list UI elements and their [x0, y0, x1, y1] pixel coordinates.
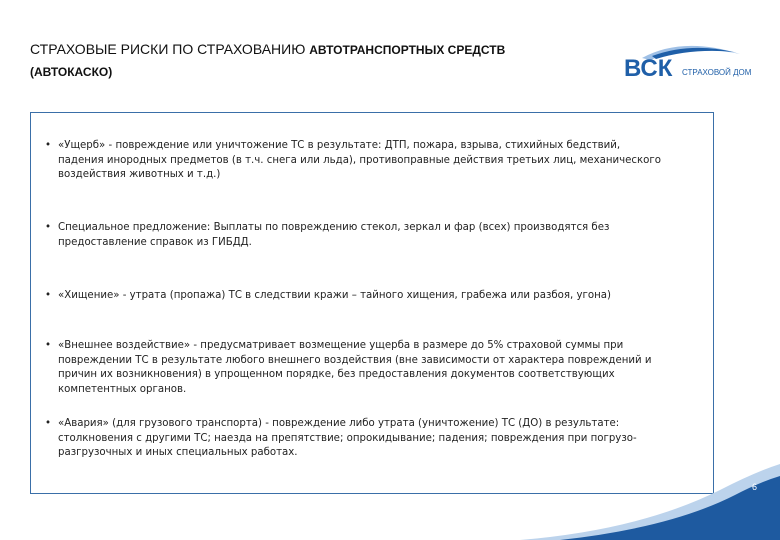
title-line-1: СТРАХОВЫЕ РИСКИ ПО СТРАХОВАНИЮ АВТОТРАНСПОРТНЫХ СРЕДСТВ: [30, 41, 506, 57]
logo-brand-text: ВСК: [624, 55, 673, 82]
list-item: • «Хищение» - утрата (пропажа) ТС в следствии кражи – тайного хищения, грабежа или разбоя, угона): [45, 289, 695, 304]
list-item-text: «Внешнее воздействие» - предусматривает возмещение ущерба в размере до 5% страховой суммы при повреждении ТС в результате любого внешнего воздействия (вне зависимости от характера повреждений и причин их возникновения) в упрощенном порядке, без предоставления документов соответствующих компетентных органов.: [58, 340, 652, 395]
list-item-text: «Ущерб» - повреждение или уничтожение ТС в результате: ДТП, пожара, взрыва, стихийных бедствий, падения инородных предметов (в т.ч. снега или льда), противоправные действия третьих лиц, механического воздействия животных и т.д.): [58, 140, 661, 181]
decorative-wave: [520, 450, 780, 540]
page-number: 6: [752, 482, 758, 492]
slide-title: [30, 38, 610, 83]
list-item-text: «Авария» (для грузового транспорта) - повреждение либо утрата (уничтожение) ТС (ДО) в результате: столкновения с другими ТС; наезда на препятствие; опрокидывание; падения; повреждения при погрузо- разгрузочных и иных специальных работах.: [58, 418, 637, 459]
vsk-logo: [622, 40, 762, 82]
list-item: • «Ущерб» - повреждение или уничтожение ТС в результате: ДТП, пожара, взрыва, стихийных бедствий, падения инородных предметов (в т.ч. снега или льда), противоправные действия третьих лиц, механического воздействия животных и т.д.): [45, 139, 695, 183]
title-line-2: (АВТОКАСКО): [30, 65, 113, 79]
list-item-text: Специальное предложение: Выплаты по повреждению стекол, зеркал и фар (всех) производятся без предоставление справок из ГИБДД.: [58, 222, 610, 248]
list-item: • «Внешнее воздействие» - предусматривает возмещение ущерба в размере до 5% страховой суммы при повреждении ТС в результате любого внешнего воздействия (вне зависимости от характера повреждений и причин их возникновения) в упрощенном порядке, без предоставления документов соответствующих компетентных органов.: [45, 339, 695, 397]
list-item: • Специальное предложение: Выплаты по повреждению стекол, зеркал и фар (всех) производятся без предоставление справок из ГИБДД.: [45, 221, 695, 250]
content-panel: [30, 112, 714, 494]
list-item-text: «Хищение» - утрата (пропажа) ТС в следствии кражи – тайного хищения, грабежа или разбоя, угона): [58, 290, 612, 301]
logo-tagline-text: СТРАХОВОЙ ДОМ: [682, 68, 752, 77]
list-item: • «Авария» (для грузового транспорта) - повреждение либо утрата (уничтожение) ТС (ДО) в результате: столкновения с другими ТС; наезда на препятствие; опрокидывание; падения; повреждения при погрузо- разгрузочных и иных специальных работах.: [45, 417, 695, 461]
